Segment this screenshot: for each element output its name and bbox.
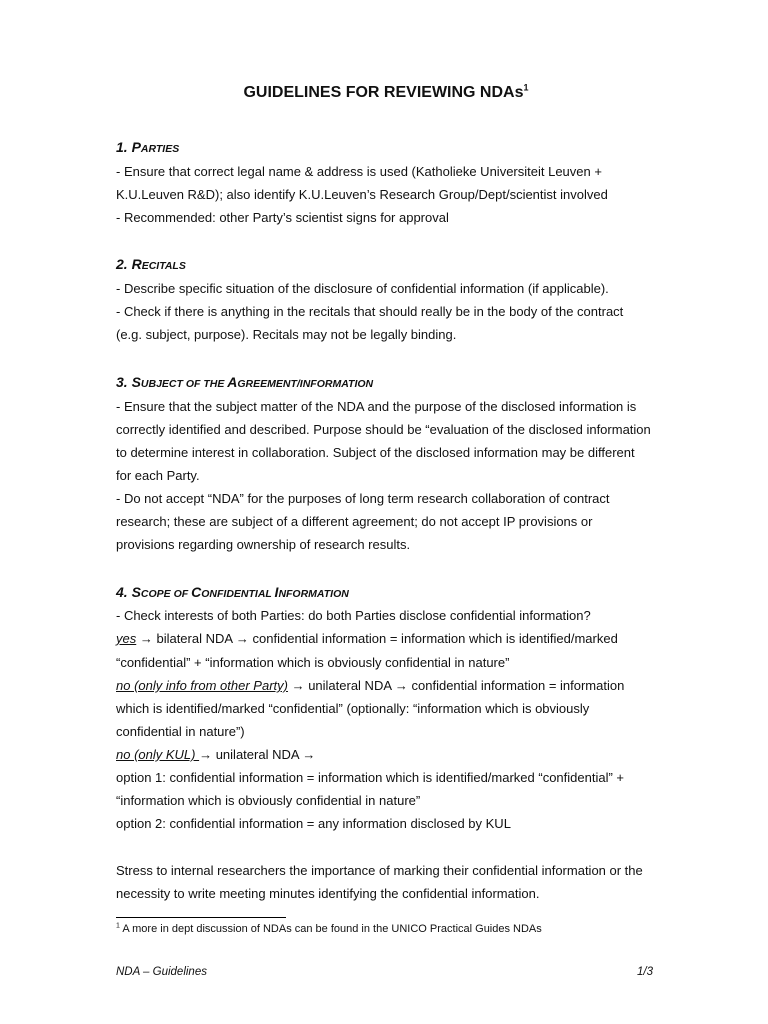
paragraph-line: for each Party. — [116, 468, 200, 483]
paragraph-line: option 1: confidential information = information which is identified/marked “confidential” + — [116, 770, 624, 785]
paragraph-line: “confidential” + “information which is obviously confidential in nature” — [116, 655, 510, 670]
paragraph-line: Stress to internal researchers the importance of marking their confidential information or the — [116, 863, 643, 878]
emphasis-yes: yes — [116, 631, 137, 646]
paragraph-line: correctly identified and described. Purpose should be “evaluation of the disclosed information — [116, 422, 651, 437]
paragraph-line: - Ensure that correct legal name & address is used (Katholieke Universiteit Leuven + — [116, 164, 602, 179]
paragraph-line: confidential in nature”) — [116, 724, 245, 739]
paragraph-line: no (only info from other Party) → unilateral NDA → confidential information = information — [116, 678, 625, 693]
title-footnote-mark[interactable]: 1 — [523, 82, 529, 93]
footnote — [116, 923, 542, 935]
paragraph-line: which is identified/marked “confidential” (optionally: “information which is obviously — [116, 701, 590, 716]
section-heading-scope: 4. SCOPE OF CONFIDENTIAL INFORMATION — [116, 584, 349, 600]
paragraph-line: “information which is obviously confidential in nature” — [116, 793, 421, 808]
paragraph-line: - Recommended: other Party’s scientist signs for approval — [116, 210, 449, 225]
footer-document-name: NDA – Guidelines — [116, 966, 207, 978]
emphasis-no-kul: no (only KUL) — [116, 747, 200, 762]
section-heading-parties: 1. PARTIES — [116, 139, 180, 155]
paragraph-line: research; these are subject of a different agreement; do not accept IP provisions or — [116, 514, 593, 529]
paragraph-line: yes → bilateral NDA → confidential information = information which is identified/marked — [116, 631, 618, 646]
title-text: GUIDELINES FOR REVIEWING NDAs — [243, 84, 524, 101]
paragraph-line: to determine interest in collaboration. Subject of the disclosed information may be different — [116, 445, 635, 460]
section-heading-recitals: 2. RECITALS — [116, 256, 186, 272]
footnote-mark: 1 — [116, 922, 120, 930]
paragraph-line: option 2: confidential information = any information disclosed by KUL — [116, 816, 511, 831]
emphasis-no-other-party: no (only info from other Party) — [116, 678, 288, 693]
paragraph-line: - Check interests of both Parties: do both Parties disclose confidential information? — [116, 608, 591, 623]
paragraph-line: - Do not accept “NDA” for the purposes of long term research collaboration of contract — [116, 491, 610, 506]
footer-page-number: 1/3 — [637, 966, 653, 978]
paragraph-line: K.U.Leuven R&D); also identify K.U.Leuven’s Research Group/Dept/scientist involved — [116, 187, 608, 202]
paragraph-line: - Describe specific situation of the disclosure of confidential information (if applicable). — [116, 281, 609, 296]
paragraph-line: - Ensure that the subject matter of the NDA and the purpose of the disclosed information is — [116, 399, 637, 414]
paragraph-line: necessity to write meeting minutes identifying the confidential information. — [116, 886, 540, 901]
paragraph-line: no (only KUL) → unilateral NDA → — [116, 747, 316, 762]
paragraph-line: (e.g. subject, purpose). Recitals may not be legally binding. — [116, 327, 457, 342]
footnote-separator — [116, 917, 286, 918]
page-title — [116, 84, 656, 102]
section-heading-subject: 3. SUBJECT OF THE AGREEMENT/INFORMATION — [116, 374, 374, 390]
document-page — [116, 0, 656, 1024]
paragraph-line: provisions regarding ownership of research results. — [116, 537, 411, 552]
paragraph-line: - Check if there is anything in the recitals that should really be in the body of the contract — [116, 304, 624, 319]
footnote-text: A more in dept discussion of NDAs can be found in the UNICO Practical Guides NDAs — [119, 923, 542, 935]
